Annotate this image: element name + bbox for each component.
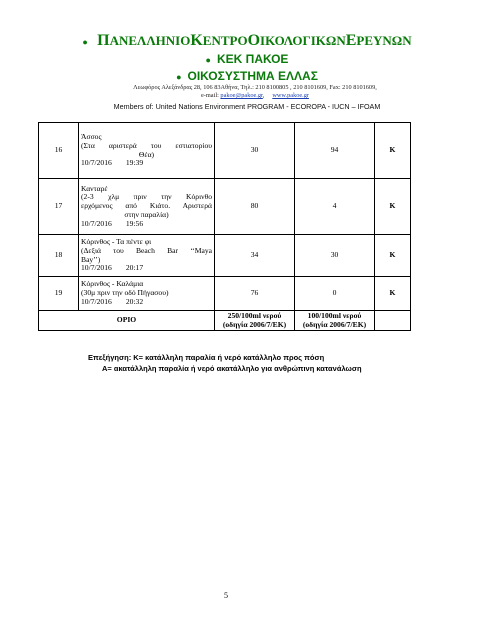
org-initial-3: Ο [247, 32, 261, 49]
limit1-cell [215, 311, 295, 331]
location-detail: στην παραλία) [124, 209, 169, 219]
location-detail: Θέα) [138, 149, 155, 159]
row-number: 19 [39, 277, 79, 311]
org-initial-2: Κ [190, 32, 203, 49]
location-detail: (2-3 χλμ πριν την Κόρινθο [81, 192, 212, 202]
limit-label: ΟΡΙΟ [39, 311, 215, 331]
limit2-directive: (οδηγία 2006/7/ΕΚ) [302, 319, 367, 329]
location-cell [79, 179, 215, 235]
sample-datetime [81, 220, 212, 229]
table-row [39, 235, 411, 277]
status-cell: Κ [375, 123, 411, 179]
website-link[interactable]: www.pakoe.gr [272, 92, 309, 99]
limit2-cell [295, 311, 375, 331]
table-row [39, 179, 411, 235]
sample-datetime [81, 298, 212, 307]
sample-time: 20:17 [125, 263, 144, 273]
value1-cell: 34 [215, 235, 295, 277]
value1-cell: 30 [215, 123, 295, 179]
sample-time: 19:39 [125, 158, 144, 168]
bullet-icon: ● [176, 71, 182, 82]
org-word-2: ΕΝΤΡΟ [202, 33, 248, 48]
organization-name [0, 32, 494, 50]
location-cell [79, 123, 215, 179]
sample-date: 10/7/2016 [81, 218, 112, 228]
sample-time: 19:56 [125, 218, 144, 228]
empty-cell [375, 311, 411, 331]
email-link[interactable]: pakoe@pakoe.gr [220, 92, 263, 99]
table-row [39, 123, 411, 179]
results-table [38, 122, 411, 331]
row-number: 17 [39, 179, 79, 235]
value2-cell: 30 [295, 235, 375, 277]
value2-cell: 4 [295, 179, 375, 235]
limit1-value: 250/100ml νερού [227, 310, 282, 320]
sample-time: 20:32 [125, 296, 144, 306]
address-line: Λεωφόρος Αλεξάνδρας 28, 106 83Αθήνα, Τηλ.: 210 8100805 , 210 8101609, Fax: 210 8101609, [133, 84, 377, 91]
location-name: Κόρινθος - Τα πέντε φι [81, 237, 152, 247]
sample-date: 10/7/2016 [81, 158, 112, 168]
location-detail: (Δεξιά του Beach Bar ‘‘Maya [81, 245, 212, 255]
explanation-line-1: Επεξήγηση: Κ= κατάλληλη παραλία ή νερό κατάλληλο προς πόση [88, 353, 325, 362]
ecosystem-text: ΟΙΚΟΣΥΣΤΗΜΑ ΕΛΛΑΣ [187, 69, 318, 83]
org-subtitle-ecosystem [0, 69, 494, 83]
location-name: Κανταρέ [81, 183, 108, 193]
value1-cell: 76 [215, 277, 295, 311]
location-cell [79, 277, 215, 311]
table-row [39, 277, 411, 311]
limit1-directive: (οδηγία 2006/7/ΕΚ) [222, 319, 287, 329]
members-line: Members of: United Nations Environment PROGRAM - ECOROPA - IUCN – IFOAM [113, 102, 381, 111]
org-word-3: ΙΚΟΛΟΓΙΚΩΝ [260, 33, 346, 48]
value1-cell: 80 [215, 179, 295, 235]
value2-cell: 94 [295, 123, 375, 179]
status-cell: Κ [375, 277, 411, 311]
org-subtitle-kek [0, 52, 494, 66]
location-detail: ερχόμενος από Κιάτο. Αριστερά [81, 201, 212, 211]
sample-date: 10/7/2016 [81, 263, 112, 273]
org-word-1: ΑΝΕΛΛΗΝΙΟ [109, 33, 191, 48]
location-name: Κόρινθος - Καλάμια [81, 279, 144, 289]
org-initial-1: Π [97, 32, 110, 49]
sample-date: 10/7/2016 [81, 296, 112, 306]
location-name: Άσσος [81, 132, 102, 142]
explanation-block [88, 352, 418, 374]
value2-cell: 0 [295, 277, 375, 311]
bullet-icon: ● [82, 37, 88, 48]
location-cell [79, 235, 215, 277]
limit2-value: 100/100ml νερού [307, 310, 362, 320]
explanation-line-2: Α= ακατάλληλη παραλία ή νερό ακατάλληλο για ανθρώπινη κατανάλωση [102, 364, 362, 373]
sample-datetime [81, 159, 212, 168]
email-label: e-mail: [201, 92, 219, 99]
bullet-icon: ● [205, 54, 211, 65]
status-cell: Κ [375, 179, 411, 235]
org-word-4: ΡΕΥΝΩΝ [356, 33, 412, 48]
page-number: 5 [224, 591, 228, 600]
status-cell: Κ [375, 235, 411, 277]
org-initial-4: Ε [345, 32, 357, 49]
contact-line: e-mail: pakoe@pakoe.gr, www.pakoe.gr [201, 92, 309, 99]
row-number: 16 [39, 123, 79, 179]
address-block [90, 84, 420, 100]
location-detail: Bay’’) [81, 254, 101, 264]
kek-text: ΚΕΚ ΠΑΚΟΕ [216, 52, 289, 66]
sample-datetime [81, 264, 212, 273]
row-number: 18 [39, 235, 79, 277]
location-detail: (30μ πριν την οδό Πήγασου) [81, 288, 169, 298]
limit-row [39, 311, 411, 331]
location-detail: (Στα αριστερά του εστιατορίου [81, 140, 212, 150]
